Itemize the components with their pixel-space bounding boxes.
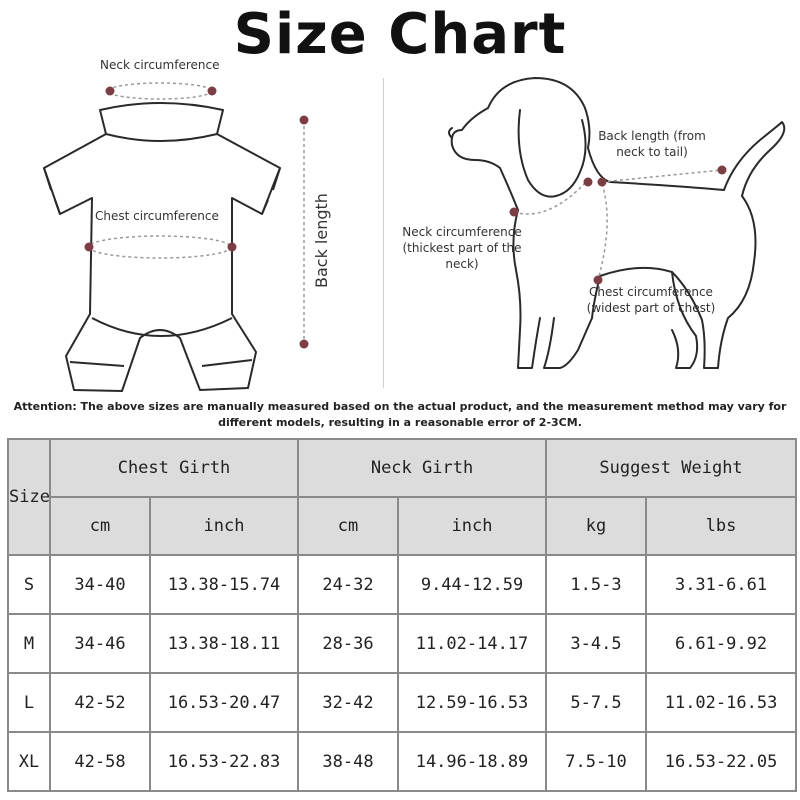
table-cell: 24-32 <box>298 555 398 614</box>
unit-header-row <box>8 497 796 555</box>
size-label: L <box>8 673 50 732</box>
page-title: Size Chart <box>233 2 567 67</box>
table-cell: 3.31-6.61 <box>646 555 796 614</box>
table-cell: 34-46 <box>50 614 150 673</box>
table-cell: 16.53-20.47 <box>150 673 298 732</box>
size-header: Size <box>8 439 50 555</box>
table-cell: 11.02-16.53 <box>646 673 796 732</box>
size-label: M <box>8 614 50 673</box>
dog-neck-dot-back <box>584 178 593 187</box>
table-cell: 34-40 <box>50 555 150 614</box>
table-cell: 28-36 <box>298 614 398 673</box>
table-cell: 16.53-22.83 <box>150 732 298 791</box>
garment-neck-label: Neck circumference <box>100 58 220 72</box>
table-cell: 6.61-9.92 <box>646 614 796 673</box>
attention-note: Attention: The above sizes are manually measured based on the actual product, and the measurement method may vary for different models, resulting in a reasonable error of 2-3CM. <box>13 400 787 429</box>
size-table <box>7 438 797 792</box>
table-cell: 1.5-3 <box>546 555 646 614</box>
table-cell: 14.96-18.89 <box>398 732 546 791</box>
dog-illustration <box>0 0 800 395</box>
unit-header: cm <box>50 497 150 555</box>
dog-chest-label: Chest circumference (widest part of chest) <box>586 285 716 315</box>
group-header-row <box>8 439 796 497</box>
table-cell: 3-4.5 <box>546 614 646 673</box>
table-cell: 12.59-16.53 <box>398 673 546 732</box>
table-cell: 42-58 <box>50 732 150 791</box>
table-cell: 13.38-18.11 <box>150 614 298 673</box>
table-cell: 7.5-10 <box>546 732 646 791</box>
unit-header: inch <box>150 497 298 555</box>
table-cell: 13.38-15.74 <box>150 555 298 614</box>
neck-girth-header: Neck Girth <box>298 439 546 497</box>
unit-header: inch <box>398 497 546 555</box>
dog-neck-dot-front <box>510 208 519 217</box>
garment-back-label: Back length <box>312 193 331 288</box>
unit-header: cm <box>298 497 398 555</box>
table-row <box>8 673 796 732</box>
table-cell: 9.44-12.59 <box>398 555 546 614</box>
table-row <box>8 555 796 614</box>
table-cell: 5-7.5 <box>546 673 646 732</box>
unit-header: kg <box>546 497 646 555</box>
unit-header: lbs <box>646 497 796 555</box>
table-cell: 42-52 <box>50 673 150 732</box>
table-cell: 38-48 <box>298 732 398 791</box>
table-row <box>8 614 796 673</box>
suggest-weight-header: Suggest Weight <box>546 439 796 497</box>
size-label: S <box>8 555 50 614</box>
dog-neck-label: Neck circumference (thickest part of the neck) <box>402 225 522 271</box>
dog-back-dot-end <box>718 166 727 175</box>
garment-chest-label: Chest circumference <box>95 209 219 223</box>
table-row <box>8 732 796 791</box>
table-cell: 11.02-14.17 <box>398 614 546 673</box>
chest-girth-header: Chest Girth <box>50 439 298 497</box>
table-cell: 32-42 <box>298 673 398 732</box>
dog-back-label: Back length (from neck to tail) <box>598 129 706 159</box>
table-cell: 16.53-22.05 <box>646 732 796 791</box>
size-label: XL <box>8 732 50 791</box>
dog-back-dot-start <box>598 178 607 187</box>
